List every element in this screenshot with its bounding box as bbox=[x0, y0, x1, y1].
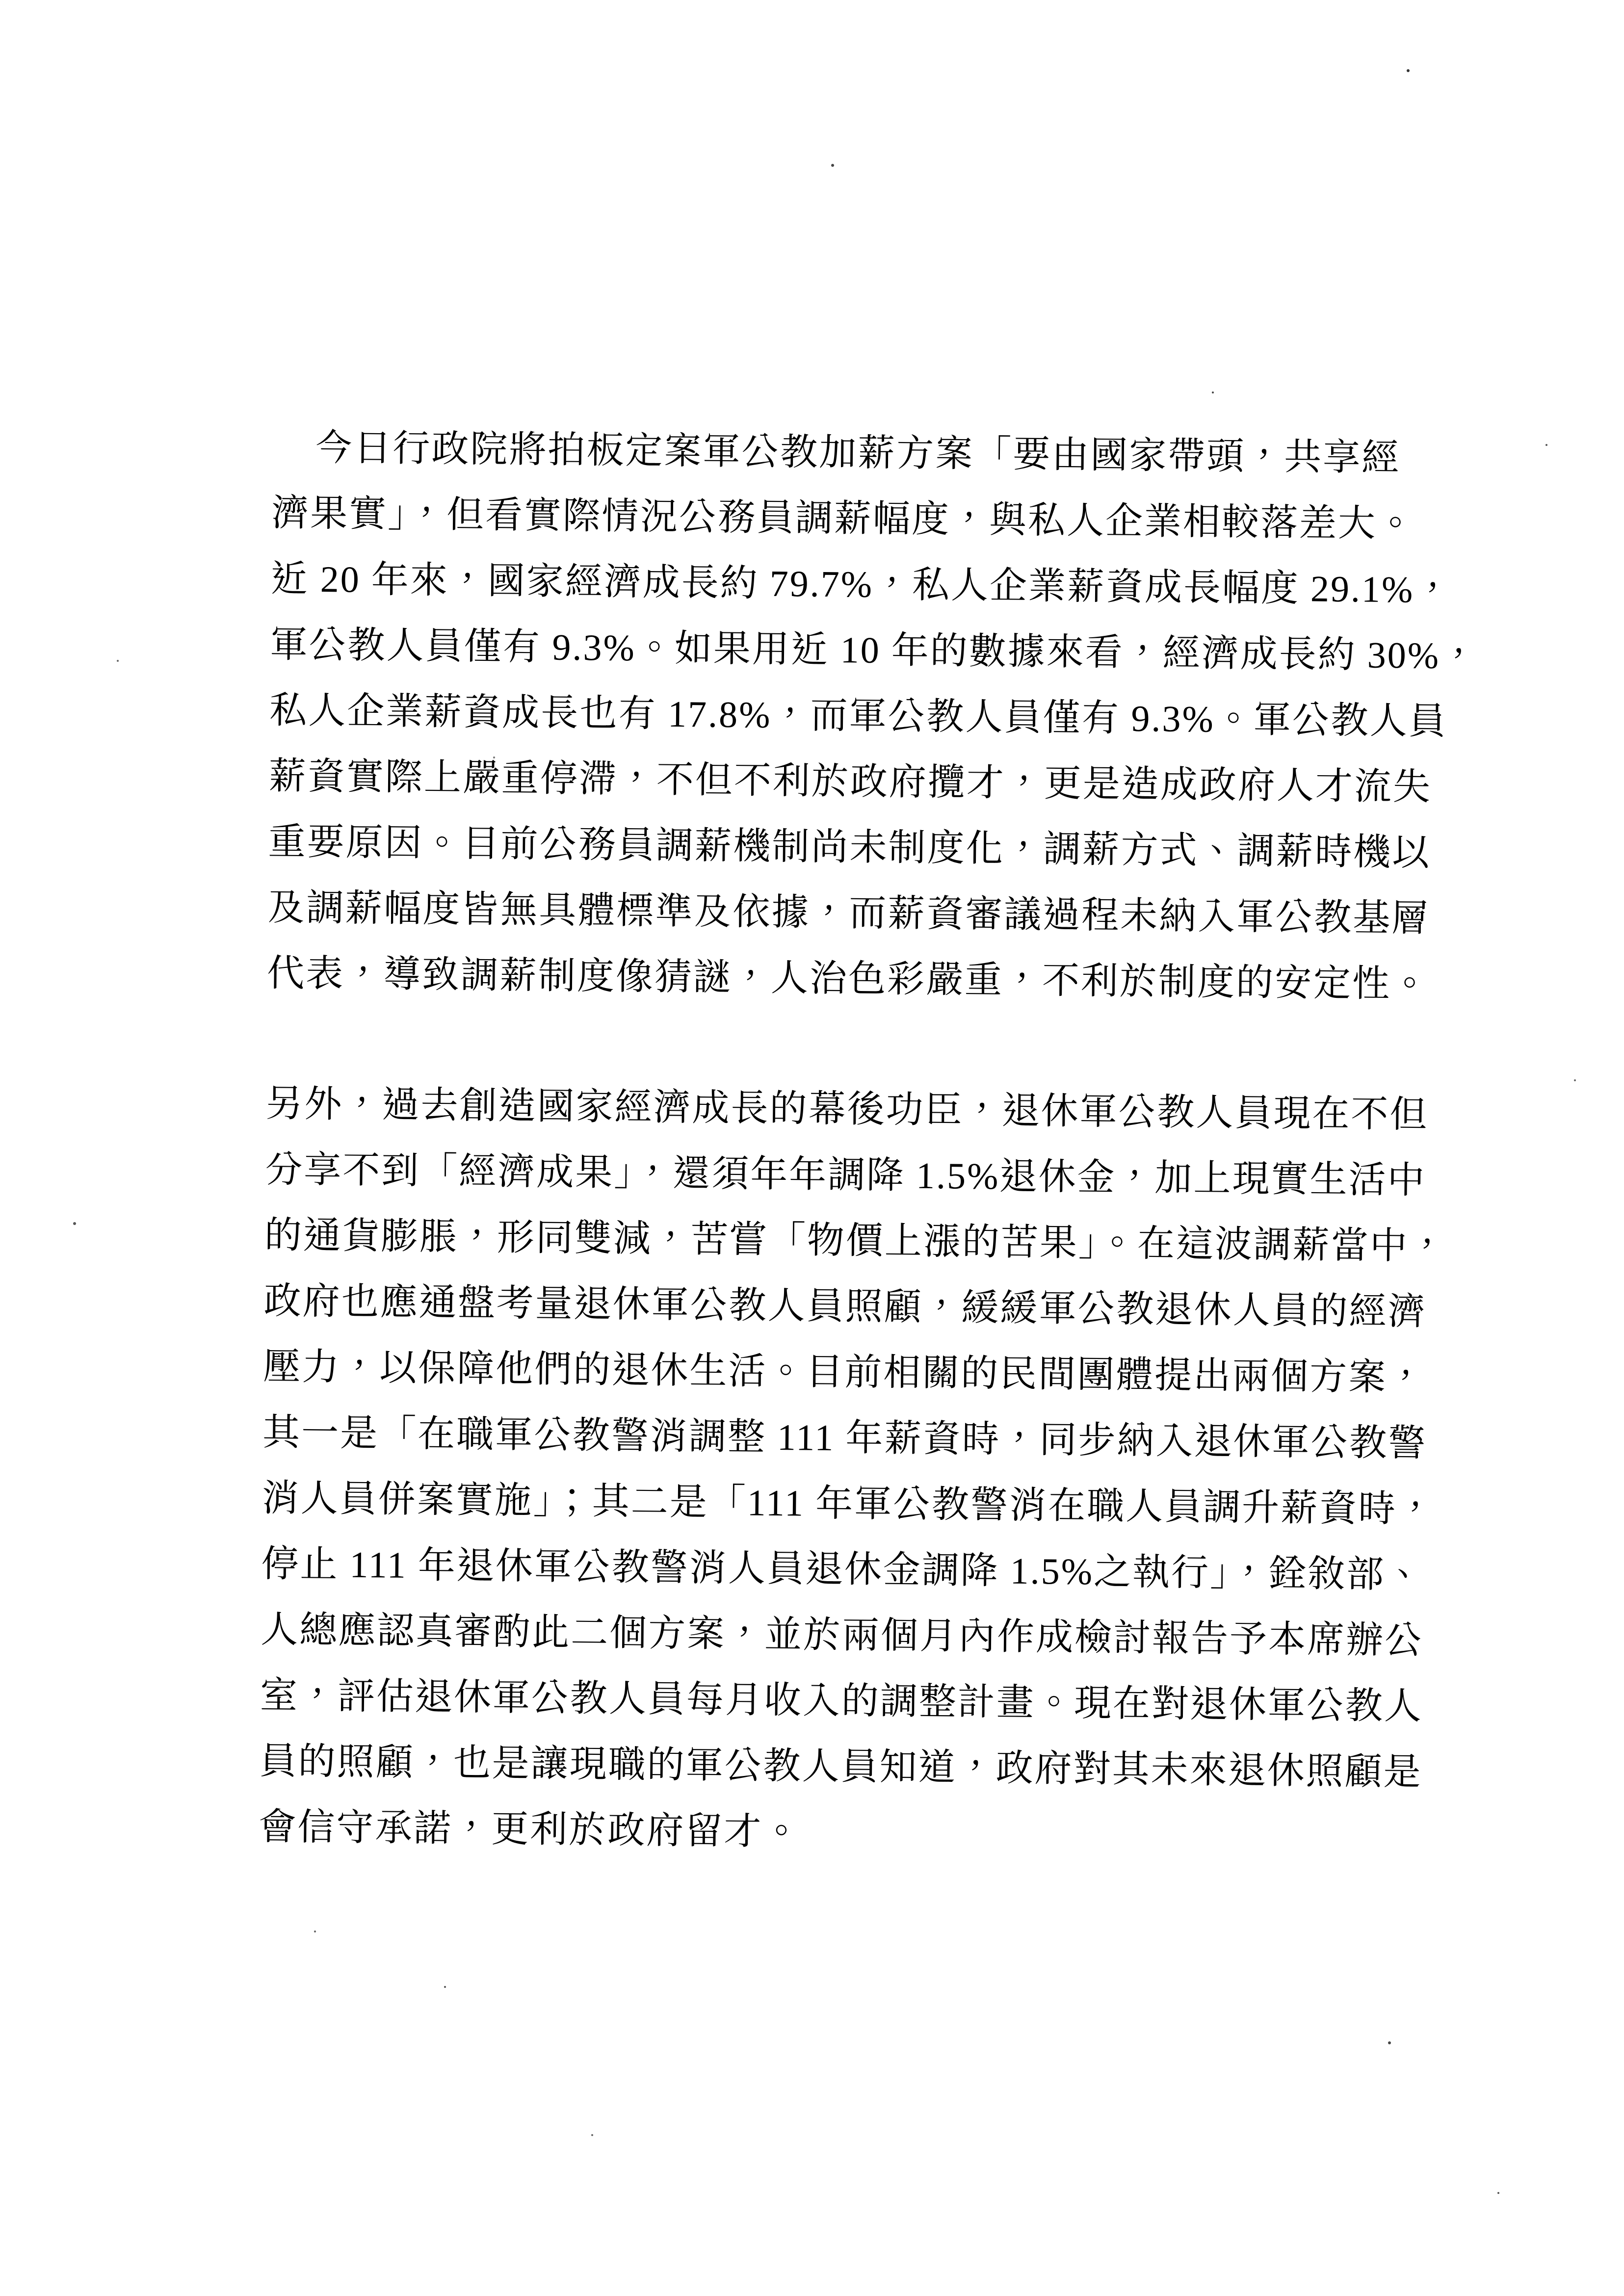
letter-body bbox=[258, 415, 1479, 1936]
text-line: 薪資實際上嚴重停滯，不但不利於政府攬才，更是造成政府人才流失 bbox=[268, 755, 1432, 808]
paragraph-salary-stagnation bbox=[266, 415, 1479, 1018]
scan-noise bbox=[0, 0, 2, 2]
text-line: 人總應認真審酌此二個方案，並於兩個月內作成檢討報告予本席辦公 bbox=[260, 1609, 1424, 1662]
text-line: 另外，過去創造國家經濟成長的幕後功臣，退休軍公教人員現在不但 bbox=[265, 1083, 1429, 1136]
text-line: 政府也應通盤考量退休軍公教人員照顧，緩緩軍公教退休人員的經濟 bbox=[263, 1280, 1427, 1333]
text-line: 壓力，以保障他們的退休生活。目前相關的民間團體提出兩個方案， bbox=[262, 1346, 1426, 1399]
text-line: 濟果實」，但看實際情況公務員調薪幅度，與私人企業相較落差大。 bbox=[271, 492, 1416, 545]
text-line: 其一是「在職軍公教警消調整 111 年薪資時，同步納入退休軍公教警 bbox=[262, 1411, 1427, 1464]
text-line: 代表，導致調薪制度像猜謎，人治色彩嚴重，不利於制度的安定性。 bbox=[266, 952, 1430, 1005]
text-line: 停止 111 年退休軍公教警消人員退休金調降 1.5%之執行」，銓敘部、 bbox=[261, 1543, 1424, 1596]
paragraph-retiree-proposals bbox=[259, 1071, 1453, 1871]
text-line: 室，評估退休軍公教人員每月收入的調整計畫。現在對退休軍公教人 bbox=[260, 1674, 1423, 1727]
text-line: 的通貨膨脹，形同雙減，苦嘗「物價上漲的苦果」。在這波調薪當中， bbox=[264, 1214, 1448, 1268]
text-line: 今日行政院將拍板定案軍公教加薪方案「要由國家帶頭，共享經 bbox=[314, 427, 1401, 479]
text-line: 員的照顧，也是讓現職的軍公教人員知道，政府對其未來退休照顧是 bbox=[259, 1740, 1422, 1793]
text-line: 會信守承諾，更利於政府留才。 bbox=[258, 1806, 802, 1853]
text-line: 軍公教人員僅有 9.3%。如果用近 10 年的數據來看，經濟成長約 30%， bbox=[270, 624, 1479, 677]
text-line: 及調薪幅度皆無具體標準及依據，而薪資審議過程未納入軍公教基層 bbox=[267, 887, 1431, 939]
text-line: 消人員併案實施」；其二是「111 年軍公教警消在職人員調升薪資時， bbox=[262, 1477, 1436, 1530]
text-line: 私人企業薪資成長也有 17.8%，而軍公教人員僅有 9.3%。軍公教人員 bbox=[269, 689, 1448, 743]
text-line: 重要原因。目前公務員調薪機制尚未制度化，調薪方式、調薪時機以 bbox=[268, 821, 1431, 874]
text-line: 分享不到「經濟成果」，還須年年調降 1.5%退休金，加上現實生活中 bbox=[264, 1148, 1426, 1201]
text-line: 近 20 年來，國家經濟成長約 79.7%，私人企業薪資成長幅度 29.1%， bbox=[270, 558, 1453, 611]
